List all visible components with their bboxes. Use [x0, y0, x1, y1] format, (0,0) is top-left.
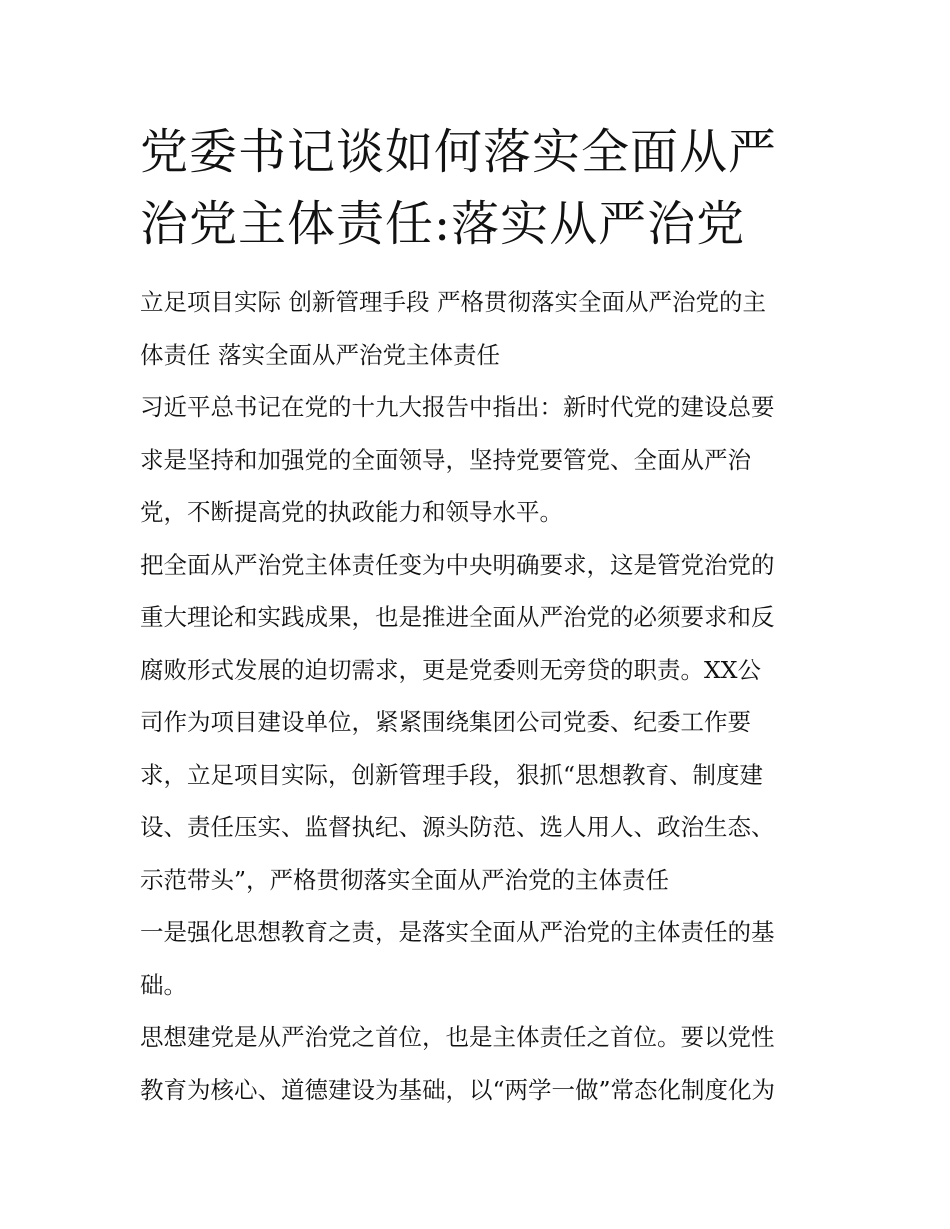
text-line: 腐败形式发展的迫切需求，更是党委则无旁贷的职责。XX公 — [140, 655, 761, 684]
text-line: 体责任 落实全面从严治党主体责任 — [140, 340, 500, 369]
text-line: 示范带头”，严格贯彻落实全面从严治党的主体责任 — [140, 865, 670, 894]
text-line: 求是坚持和加强党的全面领导，坚持党要管党、全面从严治 — [140, 445, 751, 474]
paragraph-point-one — [140, 906, 820, 1011]
text-line: 教育为核心、道德建设为基础，以“两学一做”常态化制度化为 — [140, 1075, 776, 1104]
paragraph-intro — [140, 276, 820, 381]
title-line: 党委书记谈如何落实全面从严 — [140, 124, 778, 180]
text-line: 习近平总书记在党的十九大报告中指出：新时代党的建设总要 — [140, 393, 775, 421]
text-line: 一是强化思想教育之责，是落实全面从严治党的主体责任的基 — [140, 918, 775, 946]
text-line: 立足项目实际 创新管理手段 严格贯彻落实全面从严治党的主 — [140, 288, 766, 316]
text-line: 党，不断提高党的执政能力和领导水平。 — [140, 498, 563, 526]
text-line: 重大理论和实践成果，也是推进全面从严治党的必须要求和反 — [140, 603, 775, 631]
text-line: 把全面从严治党主体责任变为中央明确要求，这是管党治党的 — [140, 550, 775, 579]
paragraph-quote — [140, 381, 820, 539]
text-line: 设、责任压实、监督执纪、源头防范、选人用人、政治生态、 — [140, 813, 775, 841]
paragraph-ideology — [140, 1011, 820, 1116]
text-line: 司作为项目建设单位，紧紧围绕集团公司党委、纪委工作要 — [140, 708, 751, 736]
paragraph-responsibility — [140, 539, 820, 907]
text-line: 求，立足项目实际，创新管理手段，狠抓“思想教育、制度建 — [140, 760, 764, 789]
text-line: 础。 — [140, 970, 187, 999]
title-line: 治党主体责任:落实从严治党 — [140, 196, 746, 252]
document-title — [140, 116, 820, 260]
document-body — [140, 276, 820, 1116]
text-line: 思想建党是从严治党之首位，也是主体责任之首位。要以党性 — [140, 1023, 775, 1051]
